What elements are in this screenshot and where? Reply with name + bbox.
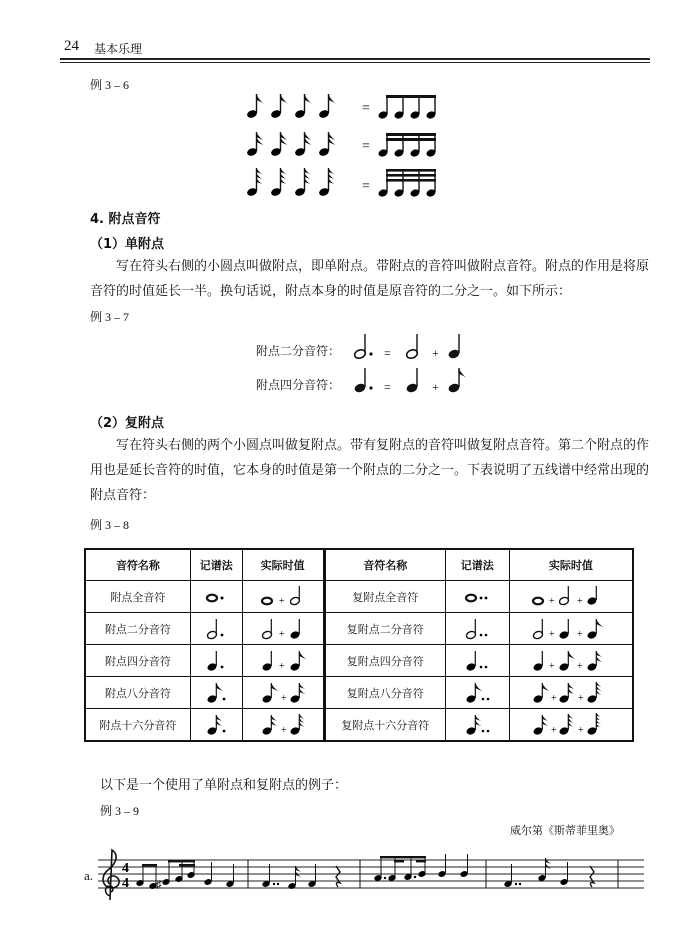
dotted-quarter-note-icon <box>201 648 231 674</box>
svg-text:+: + <box>550 724 557 736</box>
note-name: 复附点八分音符 <box>324 677 445 709</box>
note-name: 复附点四分音符 <box>324 645 445 677</box>
double-dotted-quarter-note-icon <box>460 648 494 674</box>
svg-text:+: + <box>278 595 285 607</box>
dotted-note-equations <box>348 330 478 398</box>
paragraph-single-dot: 写在符头右侧的小圆点叫做附点，即单附点。带附点的音符叫做附点音符。附点的作用是将原音符的时值延长一半。换句话说，附点本身的时值是原音符的二分之一。如下所示： <box>90 259 650 299</box>
svg-text:+: + <box>280 724 287 736</box>
dotted-sixteenth-note-icon <box>201 712 231 738</box>
dotted-whole-note-icon <box>201 585 231 609</box>
quarter-rest-icon <box>336 866 340 887</box>
half-quarter-eighth-icon <box>526 616 616 642</box>
table-row <box>85 709 633 742</box>
svg-text:+: + <box>576 660 583 672</box>
dotted-quarter-label: 附点四分音符： <box>256 378 341 392</box>
sixteenth-notes-row <box>246 132 436 158</box>
subsection-heading: （1）单附点 <box>90 237 165 252</box>
note-name: 附点全音符 <box>85 581 190 613</box>
sixteenth-thirtysecond-sixtyfourth-icon <box>526 712 616 738</box>
equals-sign: = <box>362 101 370 116</box>
paragraph-double-dot: 写在符头右侧的两个小圆点叫做复附点。带有复附点的音符叫做复附点音符。第二个附点的作用也是延长音符的时值，它本身的时值是第一个附点的二分之一。下表说明了五线谱中经常出现的附点音符： <box>90 438 650 503</box>
note-name: 复附点全音符 <box>324 581 445 613</box>
dotted-half-note-icon <box>201 616 231 642</box>
example-label: 例 3 – 9 <box>100 804 140 818</box>
double-dotted-whole-note-icon <box>460 585 494 609</box>
col-header: 音符名称 <box>85 549 190 581</box>
svg-text:+: + <box>278 628 285 640</box>
equals-sign: = <box>362 139 370 154</box>
subsection-heading: （2）复附点 <box>90 416 165 431</box>
col-header: 记谱法 <box>445 549 509 581</box>
table-row <box>85 613 633 645</box>
header-rule-thin <box>60 62 650 63</box>
example-label: 例 3 – 6 <box>90 78 130 92</box>
measure-1 <box>135 860 248 891</box>
whole-half-quarter-icon <box>526 584 616 610</box>
col-header: 音符名称 <box>324 549 445 581</box>
svg-text:+: + <box>278 660 285 672</box>
dotted-notes-table <box>84 548 634 742</box>
quarter-eighth-sixteenth-icon <box>526 648 616 674</box>
eighth-notes-row <box>246 94 436 120</box>
section-heading: 4. 附点音符 <box>90 212 161 227</box>
svg-text:+: + <box>548 660 555 672</box>
quarter-plus-eighth-icon <box>253 648 313 674</box>
equals-sign: = <box>384 346 391 360</box>
note-name: 附点八分音符 <box>85 677 190 709</box>
col-header: 记谱法 <box>190 549 242 581</box>
svg-text:+: + <box>577 724 584 736</box>
dotted-eighth-note-icon <box>201 680 231 706</box>
svg-text:+: + <box>576 595 583 607</box>
table-row <box>85 645 633 677</box>
svg-text:+: + <box>280 692 287 704</box>
svg-text:+: + <box>550 692 557 704</box>
plus-sign: + <box>432 346 439 360</box>
table-row <box>85 581 633 613</box>
double-dotted-half-note-icon <box>460 616 494 642</box>
dotted-half-label: 附点二分音符： <box>256 344 341 358</box>
measure-2 <box>261 860 360 890</box>
example-label: 例 3 – 8 <box>90 518 130 532</box>
intro-text: 以下是一个使用了单附点和复附点的例子： <box>100 778 348 793</box>
source-attribution: 威尔第《斯蒂菲里奥》 <box>510 824 620 837</box>
sharp-icon: ♯ <box>156 879 162 891</box>
thirty-second-notes-row <box>246 168 436 198</box>
note-name: 附点二分音符 <box>85 613 190 645</box>
svg-text:+: + <box>548 628 555 640</box>
eighth-sixteenth-thirtysecond-icon <box>526 680 616 706</box>
sixteenth-plus-thirtysecond-icon <box>253 712 313 738</box>
eighth-plus-sixteenth-icon <box>253 680 313 706</box>
equals-sign: = <box>362 179 370 194</box>
col-header: 实际时值 <box>242 549 324 581</box>
treble-clef-icon <box>103 850 119 900</box>
measure-4 <box>503 858 618 888</box>
note-equivalence-figure <box>240 92 460 204</box>
note-name: 复附点十六分音符 <box>324 709 445 742</box>
music-staff-excerpt <box>98 846 646 906</box>
svg-text:+: + <box>576 628 583 640</box>
note-name: 附点四分音符 <box>85 645 190 677</box>
svg-text:+: + <box>548 595 555 607</box>
col-header: 实际时值 <box>509 549 633 581</box>
note-name: 附点十六分音符 <box>85 709 190 742</box>
time-signature-bottom: 4 <box>122 876 129 891</box>
double-dotted-eighth-note-icon <box>460 680 494 706</box>
time-signature-top: 4 <box>122 861 129 876</box>
equals-sign: = <box>384 380 391 394</box>
svg-text:+: + <box>577 692 584 704</box>
running-title: 基本乐理 <box>94 42 143 56</box>
note-name: 复附点二分音符 <box>324 613 445 645</box>
table-header-row <box>85 549 633 581</box>
header-rule <box>60 58 650 60</box>
double-dotted-sixteenth-note-icon <box>460 712 494 738</box>
example-label: 例 3 – 7 <box>90 310 130 324</box>
item-label: a. <box>84 868 94 883</box>
page-number: 24 <box>64 38 79 54</box>
whole-plus-half-icon <box>253 584 313 610</box>
half-plus-quarter-icon <box>253 616 313 642</box>
plus-sign: + <box>432 380 439 394</box>
table-row <box>85 677 633 709</box>
quarter-rest-icon <box>590 866 594 887</box>
measure-3 <box>373 854 486 888</box>
